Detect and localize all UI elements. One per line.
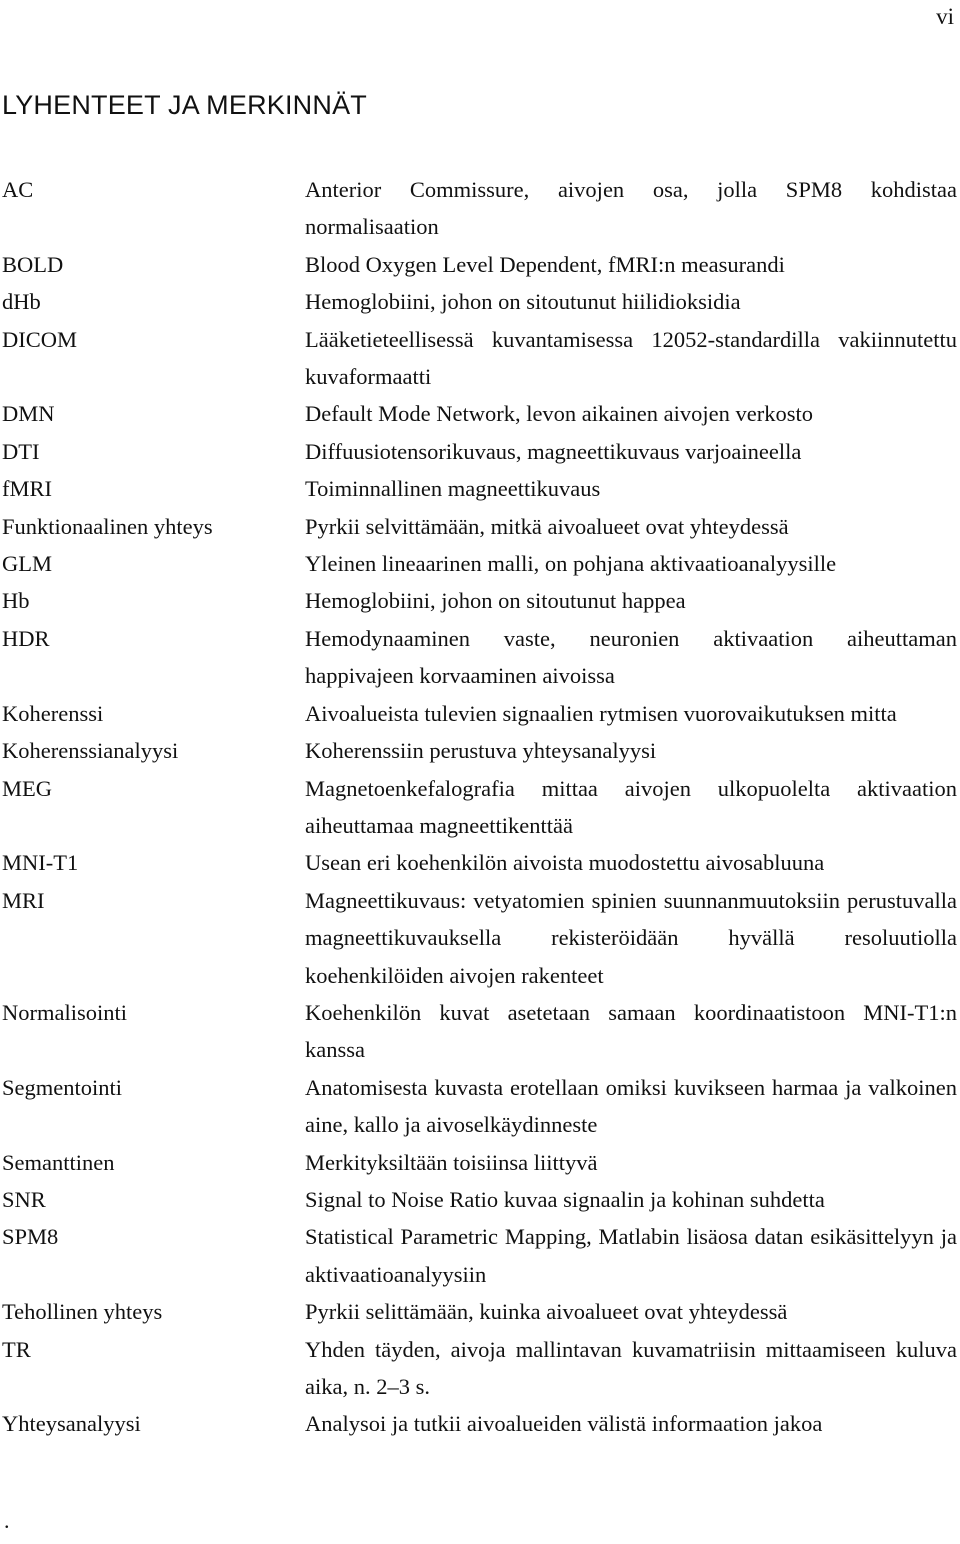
abbreviation-term: DICOM — [2, 326, 78, 352]
list-item — [0, 246, 960, 283]
abbreviation-term: GLM — [2, 551, 52, 577]
abbreviation-term: dHb — [2, 289, 41, 315]
abbreviation-definition: Hemoglobiini, johon on sitoutunut happea — [305, 588, 686, 614]
list-item — [0, 620, 960, 695]
abbreviation-definition: Usean eri koehenkilön aivoista muodostettu aivosabluuna — [305, 850, 825, 876]
abbreviation-definition: Blood Oxygen Level Dependent, fMRI:n measurandi — [305, 251, 785, 277]
abbreviation-term: Yhteysanalyysi — [2, 1411, 141, 1437]
abbreviation-term: DTI — [2, 438, 40, 464]
list-item — [0, 1218, 960, 1293]
abbreviation-definition: Yhden täyden, aivoja mallintavan kuvamatriisin mittaamiseen kuluva aika, n. 2–3 s. — [305, 1336, 957, 1399]
abbreviation-definition: Analysoi ja tutkii aivoalueiden välistä informaation jakoa — [305, 1411, 823, 1437]
abbreviation-term: HDR — [2, 625, 50, 651]
abbreviation-definition: Hemoglobiini, johon on sitoutunut hiilidioksidia — [305, 289, 741, 315]
list-item — [0, 1069, 960, 1144]
list-item — [0, 770, 960, 845]
abbreviation-definition: Magnetoenkefalografia mittaa aivojen ulkopuolelta aktivaation aiheuttamaa magneettikenttää — [305, 775, 957, 838]
abbreviation-definition: Signal to Noise Ratio kuvaa signaalin ja kohinan suhdetta — [305, 1186, 825, 1212]
abbreviation-definition: Koherenssiin perustuva yhteysanalyysi — [305, 738, 657, 764]
abbreviation-list — [0, 171, 960, 1443]
list-item — [0, 283, 960, 320]
abbreviation-definition: Pyrkii selittämään, kuinka aivoalueet ovat yhteydessä — [305, 1299, 788, 1325]
abbreviation-term: Semanttinen — [2, 1149, 115, 1175]
list-item — [0, 171, 960, 246]
abbreviation-term: DMN — [2, 401, 55, 427]
list-item — [0, 1293, 960, 1330]
list-item — [0, 321, 960, 396]
abbreviation-term: AC — [2, 177, 34, 202]
abbreviation-term: Koherenssianalyysi — [2, 738, 179, 764]
list-item — [0, 508, 960, 545]
abbreviation-definition: Toiminnallinen magneettikuvaus — [305, 476, 601, 502]
abbreviation-definition: Anatomisesta kuvasta erotellaan omiksi kuvikseen harmaa ja valkoinen aine, kallo ja aivoselkäydinneste — [305, 1074, 957, 1138]
abbreviation-definition: Anterior Commissure, aivojen osa, jolla SPM8 kohdistaa normalisaation — [305, 177, 957, 240]
abbreviation-definition: Diffuusiotensorikuvaus, magneettikuvaus varjoaineella — [305, 438, 802, 464]
abbreviation-term: MEG — [2, 775, 52, 801]
abbreviation-term: SNR — [2, 1186, 46, 1212]
abbreviation-definition: Statistical Parametric Mapping, Matlabin lisäosa datan esikäsittelyyn ja aktivaatioanalyysiin — [305, 1224, 957, 1287]
abbreviation-definition: Default Mode Network, levon aikainen aivojen verkosto — [305, 401, 813, 427]
list-item — [0, 433, 960, 470]
abbreviation-definition: Magneettikuvaus: vetyatomien spinien suunnanmuutoksiin perustuvalla magneettikuvauksella rekisteröidään hyvällä resoluutiolla koehenkilöiden aivojen rakenteet — [305, 887, 957, 988]
abbreviation-term: MRI — [2, 887, 45, 913]
list-item — [0, 882, 960, 994]
list-item — [0, 582, 960, 619]
list-item — [0, 1331, 960, 1406]
abbreviation-term: Normalisointi — [2, 999, 127, 1025]
abbreviation-definition: Merkityksiltään toisiinsa liittyvä — [305, 1149, 598, 1175]
abbreviation-definition: Aivoalueista tulevien signaalien rytmisen vuorovaikutuksen mitta — [305, 700, 897, 726]
trailing-mark: . — [4, 1508, 10, 1533]
page-title: LYHENTEET JA MERKINNÄT — [2, 90, 367, 120]
abbreviation-term: Funktionaalinen yhteys — [2, 513, 213, 539]
abbreviation-term: Segmentointi — [2, 1074, 122, 1100]
abbreviation-term: BOLD — [2, 251, 64, 277]
abbreviation-definition: Yleinen lineaarinen malli, on pohjana aktivaatioanalyysille — [305, 551, 837, 577]
abbreviation-term: TR — [2, 1336, 31, 1362]
abbreviation-term: Tehollinen yhteys — [2, 1299, 163, 1325]
list-item — [0, 545, 960, 582]
abbreviation-definition: Koehenkilön kuvat asetetaan samaan koordinaatistoon MNI-T1:n kanssa — [305, 999, 957, 1063]
list-item — [0, 695, 960, 732]
list-item — [0, 844, 960, 881]
abbreviation-term: Koherenssi — [2, 700, 104, 726]
list-item — [0, 470, 960, 507]
list-item — [0, 732, 960, 769]
abbreviation-definition: Hemodynaaminen vaste, neuronien aktivaation aiheuttaman happivajeen korvaaminen aivoissa — [305, 625, 957, 689]
list-item — [0, 1405, 960, 1442]
abbreviation-term: MNI-T1 — [2, 850, 79, 876]
abbreviation-definition: Pyrkii selvittämään, mitkä aivoalueet ovat yhteydessä — [305, 513, 789, 539]
list-item — [0, 994, 960, 1069]
abbreviation-term: fMRI — [2, 476, 52, 502]
list-item — [0, 1144, 960, 1181]
abbreviation-term: SPM8 — [2, 1224, 59, 1250]
list-item — [0, 395, 960, 432]
list-item — [0, 1181, 960, 1218]
abbreviation-definition: Lääketieteellisessä kuvantamisessa 12052-standardilla vakiinnutettu kuvaformaatti — [305, 326, 957, 390]
page-number: vi — [936, 4, 954, 29]
abbreviation-term: Hb — [2, 588, 30, 614]
